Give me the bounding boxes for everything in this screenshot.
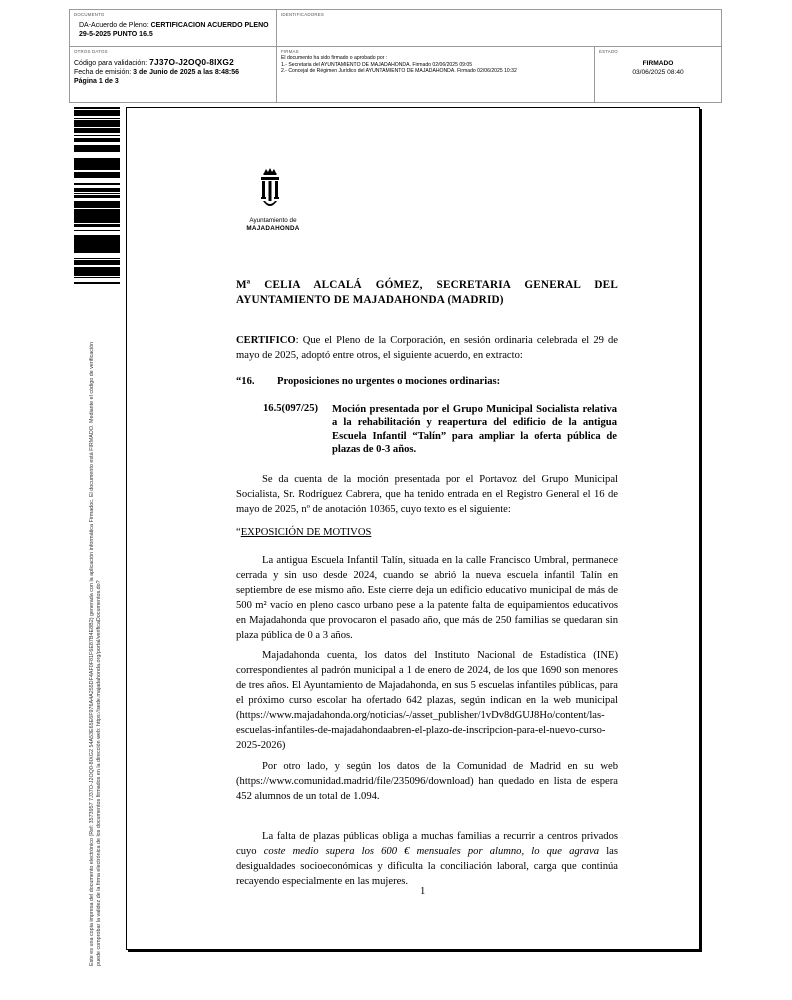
issue-date-label: Fecha de emisión: [74,69,132,76]
firmas-intro: El documento ha sido firmado o aprobado por : [281,55,388,61]
item-16-5-title: Moción presentada por el Grupo Municipal Socialista relativa a la rehabilitación y reapertura del edificio de la antigua Escuela Infantil “Talín” para ampliar la oferta pública de plazas de 0-3 años. [332,404,617,456]
identificadores-caption: IDENTIFICADORES [281,12,325,17]
side-note-line-2: puede comprobar la validez de la firma electrónica de los documentos firmados en la dirección web: https://sede.majadahonda.org/portal/verificaDocumentos.do? [96,580,102,966]
barcode-image [74,106,120,284]
paragraph-falta-plazas [236,829,618,889]
document-heading: Mª CELIA ALCALÁ GÓMEZ, SECRETARIA GENERAL DEL AYUNTAMIENTO DE MAJADAHONDA (MADRID) [236,279,618,306]
estado-cell [595,47,721,102]
exposicion-title: EXPOSICIÓN DE MOTIVOS [240,527,372,538]
falta-text-italic: coste medio supera los 600 € mensuales por alumno, lo que agrava [263,846,600,857]
logo-text-line-2: MAJADAHONDA [246,225,300,232]
documento-cell [70,10,277,47]
document-prefix: DA-Acuerdo de Pleno: [79,22,149,29]
validation-code-line [74,58,272,68]
paragraph-talin: La antigua Escuela Infantil Talín, situada en la calle Francisco Umbral, permanece cerrada y sin uso desde 2024, cuando se abrió la nueva escuela infantil Talín en septiembre de ese mismo año. Este cierre deja un edificio educativo municipal de más de 500 m² vacío en pleno casco urbano pese a la patente falta de equipamientos educativos en Majadahonda que provocaron el pasado año, que más de 250 familias se quedaran sin plaza pública de 0 a 3 años. [236,555,618,641]
firmas-caption: FIRMAS [281,49,299,54]
issue-date-line [74,68,272,77]
page-frame [126,107,700,950]
paragraph-ine: Majadahonda cuenta, los datos del Instituto Nacional de Estadística (INE) correspondientes al padrón municipal a 1 de enero de 2024, de los que 1690 son menores de tres años. El Ayuntamiento de Majadahonda, en sus 5 escuelas infantiles públicas, para el próximo curso escolar ha ofertado 642 plazas, según indican en la web municipal (https://www.majadahonda.org/noticias/-/asset_publisher/1vDv8dGUJ8Ho/content/las-escuelas-infantiles-de-majadahondaabren-el-plazo-de-inscripcion-para-el-nuevo-curso-2025-2026) [236,650,618,751]
item-16-5-number: 16.5(097/25) [263,403,319,414]
estado-caption: ESTADO [599,49,618,54]
side-note-line-1: Este es una copia impresa del documento electrónico (Ref: 3573957 7J37O-J2OQ0-8IXG2 54A53E65E6F976A4A255DF4AF0F81F6E87B4E8B2) generada con la aplicación informática Firmadoc. El documento está FIRMADO. Mediante el código de verificación [89,341,95,966]
logo-text-line-1: Ayuntamiento de [249,217,297,224]
identificadores-cell [277,10,721,47]
page-count: Página 1 de 3 [74,78,119,85]
document-header [69,9,722,103]
verification-side-note [89,276,103,966]
signature-1: 1.- Secretaria del AYUNTAMIENTO DE MAJADAHONDA. Firmado 02/06/2025 09:05 [281,61,473,68]
paragraph-da-cuenta: Se da cuenta de la moción presentada por el Portavoz del Grupo Municipal Socialista, Sr. Rodríguez Cabrera, que ha tenido entrada en el Registro General el 16 de mayo de 2025, nº de anotación 10365, cuyo texto es el siguiente: [236,474,618,515]
status-badge: FIRMADO [642,60,674,67]
document-name [79,21,272,39]
documento-caption: DOCUMENTO [74,12,105,17]
item-16-number: “16. [236,376,255,387]
item-16-title: Proposiciones no urgentes o mociones ordinarias: [277,376,501,387]
issue-date: 3 de Junio de 2025 a las 8:48:56 [133,69,239,76]
coat-of-arms-icon [255,167,285,213]
paragraph-comunidad: Por otro lado, y según los datos de la Comunidad de Madrid en su web (https://www.comunidad.madrid/file/235096/download) han quedado en lista de espera 452 alumnos de un total de 1.094. [236,761,618,802]
falta-text-2: las desigualdades socioeconómicas y dificulta la conciliación laboral, carga que continúa recayendo especialmente en las mujeres. [236,846,618,887]
validation-code-label: Código para validación: [74,60,148,67]
otros-datos-cell [70,47,277,102]
falta-text-1: La falta de plazas públicas obliga a muchas familias a recurrir a centros privados cuyo [236,831,618,857]
exposicion-quote: “ [236,527,241,538]
firmas-cell [277,47,595,102]
certifico-paragraph [236,333,618,363]
status-date: 03/06/2025 08:40 [632,69,684,76]
municipality-logo [242,167,302,237]
document-title: CERTIFICACION ACUERDO PLENO 29-5-2025 PUNTO 16.5 [79,22,269,38]
signature-2: 2.- Concejal de Régimen Jurídico del AYUNTAMIENTO DE MAJADAHONDA. Firmado 02/06/2025 10:32 [281,68,517,75]
otros-datos-caption: OTROS DATOS [74,49,108,54]
page-number: 1 [420,886,426,897]
certifico-text: : Que el Pleno de la Corporación, en sesión ordinaria celebrada el 29 de mayo de 2025, adoptó entre otros, el siguiente acuerdo, en extracto: [236,335,618,361]
certifico-label: CERTIFICO [236,335,296,346]
exposicion-heading [236,527,371,538]
validation-code[interactable]: 7J37O-J2OQ0-8IXG2 [149,57,234,67]
